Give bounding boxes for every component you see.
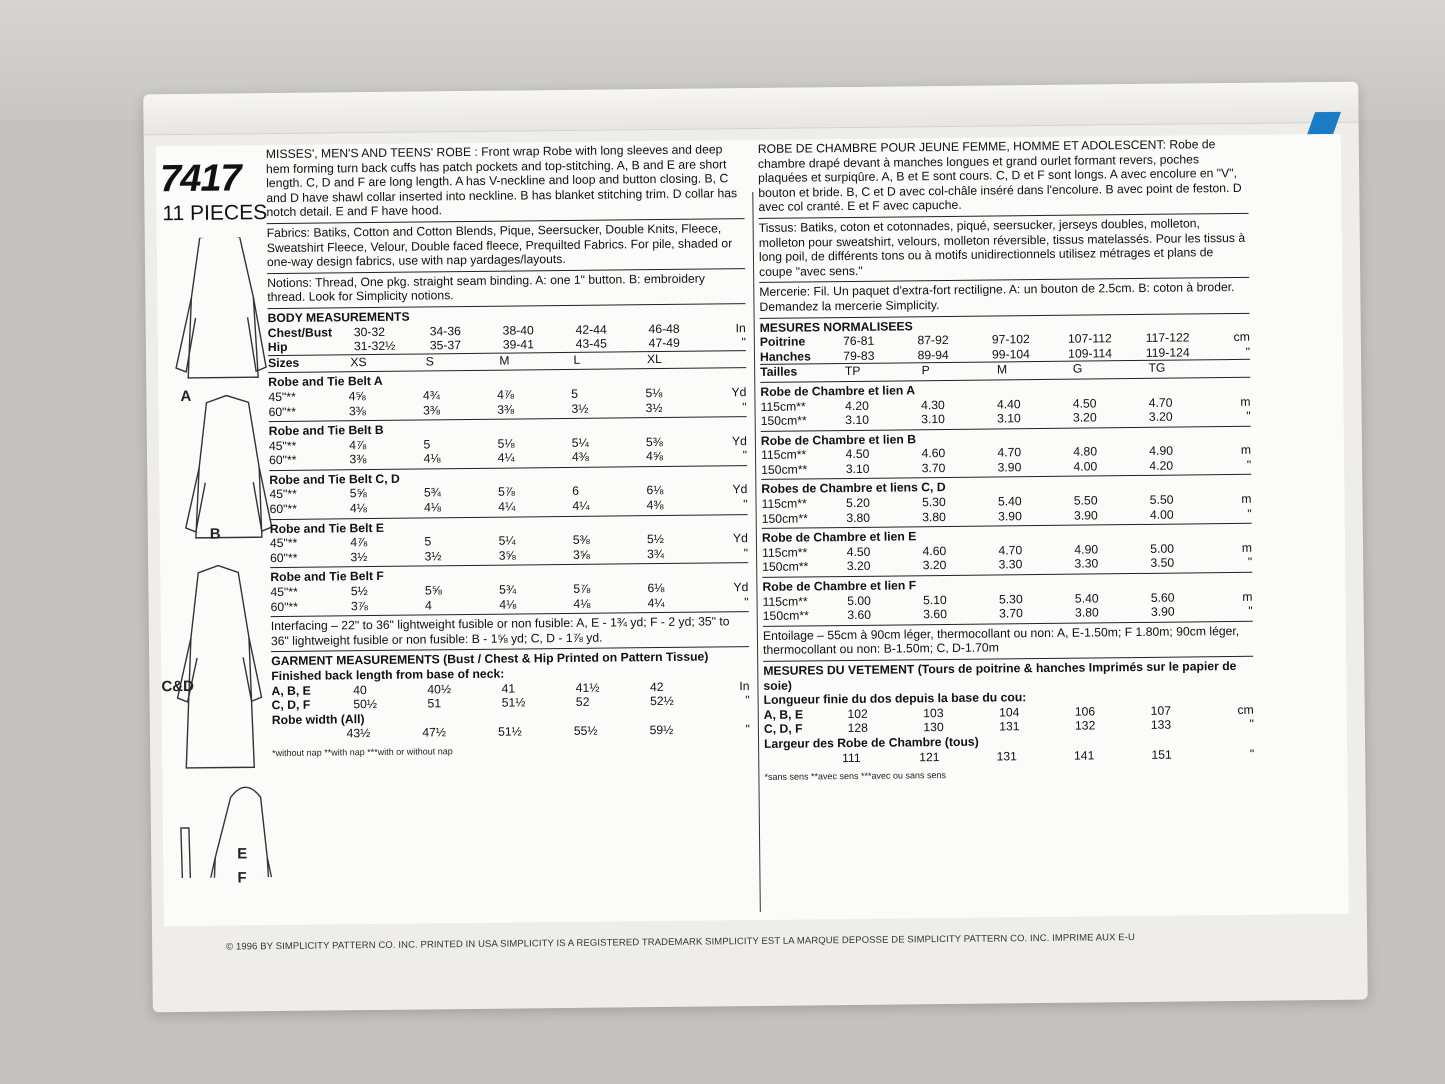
table-cell: 5⅞ bbox=[573, 581, 591, 596]
table-cell: 99-104 bbox=[991, 346, 1030, 362]
row-label: A, B, E bbox=[271, 683, 311, 698]
table-cell: 3⅞ bbox=[350, 598, 368, 613]
table-cell: 87-92 bbox=[917, 333, 949, 348]
table-cell: TG bbox=[1148, 361, 1166, 376]
yardage-table bbox=[269, 434, 747, 468]
table-cell: M bbox=[499, 353, 510, 368]
row-label: C, D, F bbox=[763, 721, 803, 737]
table-cell: Yd bbox=[731, 433, 747, 448]
view-title: Robe de Chambre et lien F bbox=[762, 572, 1252, 595]
table-cell: cm bbox=[1233, 329, 1250, 345]
yardage-table bbox=[270, 580, 748, 614]
table-cell: 4.60 bbox=[922, 543, 947, 559]
table-cell: 4⅞ bbox=[497, 387, 515, 402]
table-cell: 5.10 bbox=[922, 592, 947, 607]
pattern-number: 7417 bbox=[159, 157, 241, 201]
table-cell: 52½ bbox=[649, 694, 674, 709]
table-cell: TP bbox=[844, 364, 861, 379]
table-cell: 102 bbox=[847, 706, 868, 721]
table-cell: 3⅝ bbox=[498, 548, 516, 563]
table-cell: 79-83 bbox=[843, 348, 875, 363]
table-cell: 3.50 bbox=[1150, 556, 1175, 571]
row-label: Chest/Bust bbox=[267, 324, 333, 340]
table-cell: m bbox=[1242, 589, 1253, 604]
table-cell: " bbox=[744, 594, 749, 609]
table-cell: 133 bbox=[1150, 718, 1172, 733]
table-cell: 4⅜ bbox=[646, 498, 664, 513]
row-label: Hanches bbox=[759, 349, 811, 364]
row-label: 150cm** bbox=[761, 462, 808, 477]
row-label bbox=[764, 751, 842, 766]
view-title: Robe de Chambre et lien B bbox=[761, 425, 1251, 448]
table-cell: 3.20 bbox=[1072, 410, 1097, 425]
en-width-label: Robe width (All) bbox=[271, 711, 365, 727]
table-cell: 76-81 bbox=[843, 333, 875, 349]
table-cell: 131 bbox=[996, 748, 1017, 764]
table-cell: 151 bbox=[1151, 747, 1172, 762]
table-cell: 31-32½ bbox=[353, 338, 396, 354]
table-cell: 4⅞ bbox=[349, 437, 367, 452]
table-cell: 131 bbox=[999, 719, 1020, 734]
table-cell: 4⅛ bbox=[423, 451, 441, 466]
table-cell: 4⅛ bbox=[424, 500, 442, 515]
table-cell: In bbox=[735, 320, 746, 335]
table-cell: 40 bbox=[353, 682, 367, 697]
table-cell: 121 bbox=[919, 749, 940, 764]
table-cell: 3⅜ bbox=[497, 402, 515, 417]
table-cell: 5 bbox=[571, 386, 579, 401]
en-fabrics: Fabrics: Batiks, Cotton and Cotton Blends, Pique, Seersucker, Double Knits, Fleece, Sweatshirt Fleece, Velour, Double faced fleece, Prequilted Fabrics. For pile, shaded or one-way design fabrics, use with nap yardages/layouts. bbox=[267, 218, 745, 270]
yardage-table bbox=[268, 385, 746, 419]
table-cell: " bbox=[1247, 506, 1252, 521]
table-cell: 5⅜ bbox=[572, 532, 590, 548]
table-cell: 34-36 bbox=[429, 323, 461, 338]
table-cell: 141 bbox=[1073, 748, 1095, 763]
yardage-table bbox=[762, 589, 1252, 623]
fr-finished-label: Longueur finie du dos depuis la base du cou: bbox=[763, 690, 1027, 708]
fr-notions: Mercerie: Fil. Un paquet d'extra-fort rectiligne. A: un bouton de 2.5cm. B: coton à broder. Demandez la mercerie Simplicity. bbox=[759, 277, 1249, 314]
table-cell: 3½ bbox=[645, 400, 663, 415]
table-cell: m bbox=[1241, 540, 1253, 555]
view-title: Robe and Tie Belt E bbox=[270, 514, 748, 537]
table-cell: 42 bbox=[649, 679, 664, 694]
table-cell: " bbox=[741, 335, 746, 350]
table-cell: 41½ bbox=[575, 680, 600, 695]
table-cell: G bbox=[1072, 361, 1083, 376]
table-cell: 3.10 bbox=[921, 412, 945, 427]
table-cell: 5.30 bbox=[921, 495, 946, 510]
label-e: E bbox=[237, 845, 248, 863]
table-cell: 5¼ bbox=[571, 435, 589, 450]
view-title: Robe and Tie Belt B bbox=[269, 416, 747, 439]
table-cell: Yd bbox=[732, 482, 748, 497]
table-cell: 3.20 bbox=[1148, 409, 1173, 424]
view-title: Robe and Tie Belt C, D bbox=[269, 465, 747, 488]
table-cell: 89-94 bbox=[917, 347, 949, 363]
view-title: Robe de Chambre et lien A bbox=[760, 377, 1250, 400]
table-cell: 107 bbox=[1150, 703, 1172, 718]
table-cell: " bbox=[1246, 457, 1252, 472]
table-cell: 4¼ bbox=[498, 499, 516, 514]
table-cell: In bbox=[739, 678, 750, 693]
table-cell: 52 bbox=[575, 694, 590, 710]
view-a-drawing bbox=[187, 237, 259, 378]
fr-garment-title: MESURES DU VETEMENT (Tours de poitrine & hanches Imprimés sur le papier de soie) bbox=[763, 656, 1253, 693]
table-cell: 4.70 bbox=[998, 543, 1023, 558]
table-cell: " bbox=[742, 399, 747, 414]
table-cell: 128 bbox=[847, 721, 868, 736]
table-cell: 51½ bbox=[497, 724, 522, 740]
fr-yardage-tables bbox=[760, 377, 1253, 624]
label-b: B bbox=[209, 525, 221, 543]
table-cell: 3.80 bbox=[1074, 605, 1099, 620]
tie-belt-drawing bbox=[181, 828, 192, 878]
table-cell: 111 bbox=[841, 750, 861, 765]
garment-drawings bbox=[165, 237, 282, 878]
table-cell: 3.80 bbox=[846, 510, 871, 525]
table-cell: Yd bbox=[732, 531, 748, 546]
table-cell: 6⅛ bbox=[646, 483, 664, 498]
en-garment-title: GARMENT MEASUREMENTS (Bust / Chest & Hip Printed on Pattern Tissue) bbox=[271, 646, 749, 669]
table-cell: 43½ bbox=[346, 726, 371, 741]
row-label: 60"** bbox=[268, 453, 297, 468]
row-label: 45"** bbox=[268, 438, 297, 453]
table-cell: 51 bbox=[427, 696, 442, 711]
table-cell: cm bbox=[1237, 702, 1254, 717]
table-cell: 4¼ bbox=[497, 450, 515, 465]
table-cell: 5⅞ bbox=[498, 484, 516, 500]
table-cell: 40½ bbox=[427, 681, 452, 697]
table-cell: 35-37 bbox=[429, 338, 462, 353]
table-cell: " bbox=[1249, 717, 1254, 732]
table-cell: 55½ bbox=[573, 724, 598, 739]
table-cell: 59½ bbox=[649, 723, 674, 738]
table-cell: 106 bbox=[1074, 704, 1096, 719]
table-cell: 3½ bbox=[350, 549, 368, 565]
table-cell: 39-41 bbox=[502, 337, 535, 352]
table-cell: 4⅝ bbox=[646, 449, 664, 464]
table-cell: 97-102 bbox=[991, 332, 1030, 347]
table-cell: 4 bbox=[425, 598, 432, 613]
en-body-title: BODY MEASUREMENTS bbox=[267, 303, 745, 326]
table-cell: 5⅜ bbox=[645, 434, 663, 449]
pattern-envelope bbox=[143, 82, 1368, 1013]
table-cell bbox=[722, 350, 746, 365]
yardage-table bbox=[761, 443, 1251, 477]
table-cell: m bbox=[1240, 443, 1252, 458]
table-cell: m bbox=[1240, 394, 1251, 409]
table-cell: 5½ bbox=[646, 532, 664, 547]
table-cell: 3½ bbox=[571, 401, 589, 416]
table-cell: 4⅛ bbox=[349, 501, 367, 516]
view-title: Robe de Chambre et lien E bbox=[762, 523, 1252, 546]
row-label: 60"** bbox=[269, 501, 298, 517]
row-label: 150cm** bbox=[762, 608, 809, 624]
table-cell: 51½ bbox=[501, 695, 526, 710]
table-cell: " bbox=[1245, 344, 1251, 359]
table-cell: " bbox=[745, 693, 750, 708]
table-cell: 5⅛ bbox=[497, 436, 515, 451]
table-cell bbox=[1225, 360, 1250, 375]
table-cell: " bbox=[1247, 555, 1253, 570]
row-label: 150cm** bbox=[760, 413, 807, 429]
english-column bbox=[266, 142, 750, 761]
view-title: Robe and Tie Belt A bbox=[268, 367, 746, 390]
table-cell: " bbox=[742, 448, 748, 463]
table-cell: 4⅝ bbox=[348, 388, 366, 404]
table-cell: 5.00 bbox=[847, 593, 871, 608]
table-cell: 3.90 bbox=[1150, 604, 1175, 620]
table-cell: XS bbox=[350, 354, 367, 369]
en-notions: Notions: Thread, One pkg. straight seam binding. A: one 1" button. B: embroidery thread. Look for Simplicity notions. bbox=[267, 268, 745, 305]
table-cell: 4⅛ bbox=[573, 596, 591, 611]
table-cell: 4.20 bbox=[845, 398, 869, 413]
fr-footnote: *sans sens **avec sens ***avec ou sans sens bbox=[764, 770, 947, 783]
en-finished-label: Finished back length from base of neck: bbox=[271, 666, 505, 684]
table-cell: 6 bbox=[572, 484, 580, 499]
table-cell: 4.00 bbox=[1073, 459, 1098, 474]
fr-width-label: Largeur des Robe de Chambre (tous) bbox=[763, 734, 979, 751]
table-cell: 5.30 bbox=[998, 591, 1023, 607]
table-cell: 5.60 bbox=[1150, 590, 1175, 605]
table-cell: Yd bbox=[733, 580, 749, 595]
table-cell: 4⅞ bbox=[350, 535, 368, 550]
table-cell: 4.50 bbox=[1072, 395, 1097, 411]
table-cell: 3.90 bbox=[1073, 508, 1098, 523]
table-cell: 130 bbox=[923, 720, 944, 735]
table-cell: 3.10 bbox=[845, 461, 870, 476]
yardage-table bbox=[760, 394, 1250, 428]
row-label: 60"** bbox=[270, 550, 298, 565]
label-cd: C&D bbox=[161, 677, 195, 696]
table-cell: 5½ bbox=[350, 584, 368, 599]
table-cell: 4.30 bbox=[920, 397, 945, 412]
table-cell: 3.80 bbox=[922, 509, 947, 524]
instruction-sheet bbox=[156, 134, 1349, 926]
table-cell: 3⅜ bbox=[348, 403, 366, 418]
table-cell: 3.10 bbox=[845, 412, 870, 428]
label-f: F bbox=[237, 869, 247, 887]
table-cell: 5⅝ bbox=[349, 486, 367, 501]
table-cell: m bbox=[1241, 491, 1252, 506]
row-label: 150cm** bbox=[761, 511, 808, 526]
row-label: 115cm** bbox=[761, 545, 808, 560]
table-cell: XL bbox=[646, 351, 662, 366]
row-label: Tailles bbox=[760, 364, 798, 380]
table-cell: 5.40 bbox=[1074, 591, 1099, 606]
yardage-table bbox=[270, 531, 748, 565]
table-cell: 42-44 bbox=[575, 322, 607, 337]
table-cell: 4.70 bbox=[997, 445, 1022, 460]
table-cell: 38-40 bbox=[502, 322, 534, 338]
row-label bbox=[272, 727, 347, 742]
table-cell: " bbox=[1249, 746, 1255, 761]
view-title: Robes de Chambre et liens C, D bbox=[761, 474, 1251, 497]
table-cell: L bbox=[573, 352, 581, 367]
table-cell: 50½ bbox=[353, 697, 378, 712]
table-cell: 5 bbox=[423, 437, 431, 452]
table-cell: 5¾ bbox=[423, 485, 441, 500]
table-cell: 3.60 bbox=[847, 608, 872, 623]
table-cell: 5 bbox=[424, 534, 432, 549]
table-cell: 4.50 bbox=[845, 447, 870, 462]
table-cell: 5⅛ bbox=[645, 385, 663, 401]
table-cell: S bbox=[425, 354, 434, 369]
table-cell: P bbox=[921, 363, 930, 378]
label-a: A bbox=[180, 387, 192, 406]
table-cell: 3.20 bbox=[846, 559, 871, 574]
fr-fabrics: Tissus: Batiks, coton et cotonnades, piqué, seersucker, jerseys doubles, molleton, molleton pour sweatshirt, velours, molleton réversible, tissus matelassés. Pour les tissus à long poil, de différents tons ou à motifs unidirectionnels utilisez métrages et plans de coupe "avec sens." bbox=[759, 213, 1250, 280]
yardage-table bbox=[762, 541, 1252, 575]
table-cell: 5.00 bbox=[1150, 541, 1175, 556]
row-label: C, D, F bbox=[271, 697, 311, 713]
table-cell: 6⅛ bbox=[647, 580, 665, 596]
table-cell: 46-48 bbox=[648, 321, 680, 336]
row-label: 45"** bbox=[268, 389, 296, 404]
row-label: 150cm** bbox=[762, 559, 809, 575]
view-ef-drawing bbox=[210, 787, 272, 878]
en-footnote: *without nap **with nap ***with or without nap bbox=[272, 746, 453, 759]
row-label: 115cm** bbox=[760, 447, 807, 463]
row-label: 115cm** bbox=[761, 496, 807, 511]
table-cell: 3.70 bbox=[921, 460, 946, 476]
table-cell: M bbox=[996, 362, 1008, 377]
table-cell: 3.10 bbox=[997, 411, 1021, 426]
table-cell: 5⅝ bbox=[424, 583, 442, 598]
table-cell: 4⅜ bbox=[571, 450, 589, 465]
table-cell: 3¾ bbox=[647, 546, 665, 561]
table-cell: 3.70 bbox=[999, 606, 1023, 621]
row-label: Poitrine bbox=[759, 334, 806, 350]
fr-interfacing: Entoilage – 55cm à 90cm léger, thermocollant ou non: A, E-1.50m; F 1.80m; 90cm léger, thermocollant ou non: B-1.50m; C, D-1.70m bbox=[763, 621, 1253, 658]
view-title: Robe and Tie Belt F bbox=[270, 563, 748, 586]
row-label: 45"** bbox=[269, 536, 298, 551]
table-cell: 5.50 bbox=[1149, 492, 1174, 507]
table-cell: 3.60 bbox=[923, 607, 948, 622]
table-cell: 30-32 bbox=[353, 324, 386, 339]
table-cell: 3½ bbox=[424, 549, 442, 564]
table-cell: 103 bbox=[923, 705, 944, 721]
table-cell: 47-49 bbox=[648, 335, 680, 351]
table-cell: 3.90 bbox=[998, 508, 1022, 524]
copyright-line: © 1996 BY SIMPLICITY PATTERN CO. INC. PRINTED IN USA SIMPLICITY IS A REGISTERED TRADEMARK SIMPLICITY EST LA MARQUE DEPOSSE DE SIMPLICITY PATTERN CO. INC. IMPRIME AUX E-U bbox=[226, 932, 1136, 953]
table-cell: 3.20 bbox=[922, 558, 947, 573]
piece-count: 11 PIECES bbox=[162, 201, 268, 226]
table-cell: 5.50 bbox=[1073, 493, 1098, 508]
table-cell: 4.90 bbox=[1074, 542, 1099, 557]
table-cell: 43-45 bbox=[575, 336, 607, 351]
table-cell: " bbox=[745, 722, 750, 737]
fr-body-title: MESURES NORMALISEES bbox=[760, 312, 1250, 335]
table-cell: 104 bbox=[998, 705, 1020, 720]
row-label: 115cm** bbox=[762, 594, 808, 609]
table-cell: 3⅝ bbox=[572, 547, 590, 562]
table-cell: Yd bbox=[731, 384, 747, 400]
en-yardage-tables bbox=[268, 367, 749, 614]
table-cell: 4¼ bbox=[572, 498, 590, 513]
table-cell: 4¼ bbox=[647, 595, 665, 610]
table-cell: 3⅜ bbox=[349, 452, 367, 467]
en-interfacing: Interfacing – 22" to 36" lightweight fusible or non fusible: A, E - 1¾ yd; F - 2 yd; 35" to 36" lightweight fusible or non fusible: B - 1⅝ yd; C, D - 1⅞ yd. bbox=[271, 611, 749, 648]
row-label: Sizes bbox=[267, 355, 300, 370]
row-label: 115cm** bbox=[760, 398, 806, 414]
en-body-table bbox=[268, 321, 746, 355]
table-cell: 4⅛ bbox=[499, 597, 517, 612]
table-cell: 109-114 bbox=[1068, 345, 1113, 361]
table-cell: 41 bbox=[501, 681, 516, 696]
table-cell: 5¾ bbox=[499, 582, 517, 597]
yardage-table bbox=[761, 492, 1251, 526]
table-cell: 4.40 bbox=[996, 396, 1021, 411]
table-cell: 132 bbox=[1074, 718, 1096, 734]
table-cell: 3.90 bbox=[997, 460, 1022, 475]
table-cell: 5¼ bbox=[498, 533, 516, 548]
row-label: 60"** bbox=[270, 599, 299, 614]
fr-body-table bbox=[760, 330, 1250, 364]
table-cell: 4.00 bbox=[1149, 507, 1174, 522]
table-cell: 4.70 bbox=[1148, 395, 1173, 410]
table-cell: 119-124 bbox=[1145, 345, 1190, 360]
table-cell: " bbox=[743, 497, 748, 512]
row-label: 45"** bbox=[269, 487, 297, 502]
french-column bbox=[758, 137, 1255, 785]
table-cell: 5.40 bbox=[997, 494, 1022, 509]
fr-description: ROBE DE CHAMBRE POUR JEUNE FEMME, HOMME ET ADOLESCENT: Robe de chambre drapé devant à manches longues et grand ourlet formant revers, poches plaquées et surpiqûre. A, B et E sont cours. C, D et F sont longs. A avec encolure en "V", bouton et bride. B, C et D avec col-châle inséré dans l'encolure. B avec point de feston. D avec col cranté. E et F avec capuche. bbox=[757, 137, 1242, 215]
table-cell: 4.90 bbox=[1149, 443, 1174, 459]
table-cell: 3⅜ bbox=[422, 402, 441, 417]
table-cell: 107-112 bbox=[1067, 331, 1112, 346]
en-description: MISSES', MEN'S AND TEENS' ROBE : Front wrap Robe with long sleeves and deep hem forming turn back cuffs has patch pockets and top-stitching. A, B and E are short length. C, D and F are long length. A has V-neckline and loop and button closing. B, C and D have shawl collar inserted into neckline. B has blanket stitching trim. D collar has notch detail. E and F have hood. bbox=[265, 142, 738, 220]
table-cell: " bbox=[1246, 408, 1251, 423]
table-cell: 4.80 bbox=[1073, 444, 1098, 459]
row-label: Hip bbox=[267, 340, 288, 355]
view-b-drawing bbox=[194, 395, 261, 538]
table-cell: 3.30 bbox=[1074, 556, 1099, 572]
table-cell: 3.30 bbox=[998, 557, 1023, 572]
table-cell: 5.20 bbox=[846, 495, 870, 511]
table-cell: 47½ bbox=[422, 725, 447, 740]
table-cell: 4.50 bbox=[846, 544, 871, 559]
table-cell: " bbox=[1248, 604, 1253, 619]
yardage-table bbox=[269, 483, 747, 517]
table-cell: 4.60 bbox=[921, 446, 946, 461]
table-cell: 117-122 bbox=[1145, 330, 1190, 346]
table-cell: 4.20 bbox=[1149, 458, 1174, 473]
row-label: 60"** bbox=[268, 404, 297, 419]
table-cell: " bbox=[743, 545, 749, 560]
row-label: A, B, E bbox=[763, 707, 804, 722]
row-label: 45"** bbox=[270, 584, 298, 600]
table-cell: 4¾ bbox=[422, 388, 440, 403]
